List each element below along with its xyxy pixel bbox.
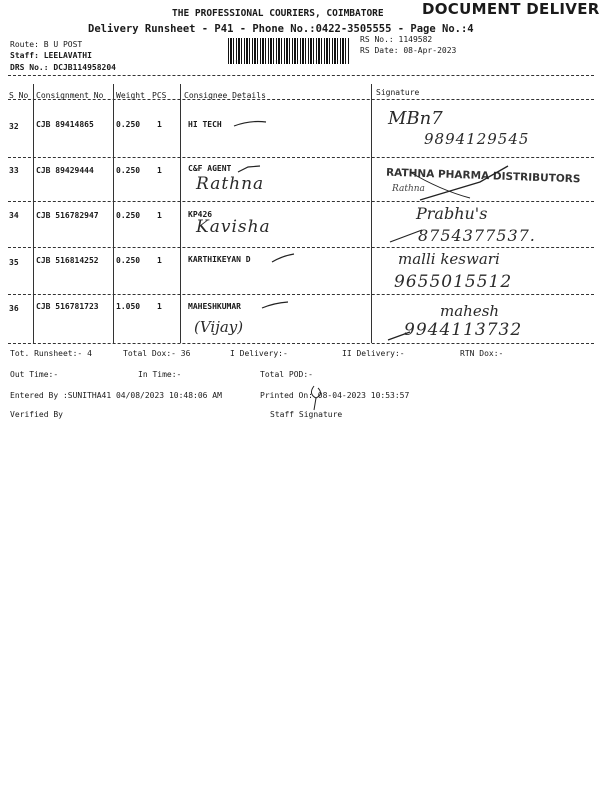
table-row-pcs: 1 xyxy=(157,302,162,311)
column-header-consignment: Consignment No xyxy=(36,91,104,100)
divider xyxy=(8,343,594,344)
total-pod: Total POD:- xyxy=(260,370,313,379)
verified-by: Verified By xyxy=(10,410,63,419)
column-header-consignee: Consignee Details xyxy=(184,91,266,100)
signature-stroke-icon xyxy=(306,384,328,412)
signature-stroke-icon xyxy=(380,160,530,210)
barcode xyxy=(228,38,350,64)
column-separator xyxy=(180,84,181,343)
rs-date: RS Date: 08-Apr-2023 xyxy=(360,46,457,55)
rs-number: RS No.: 1149582 xyxy=(360,35,433,44)
table-row-consignment: CJB 89414865 xyxy=(36,120,94,129)
table-row-pcs: 1 xyxy=(157,166,162,175)
i-delivery: I Delivery:- xyxy=(230,349,288,358)
table-row-pcs: 1 xyxy=(157,211,162,220)
column-separator xyxy=(113,84,114,343)
out-time: Out Time:- xyxy=(10,370,59,379)
table-row-weight: 0.250 xyxy=(116,120,141,129)
divider xyxy=(8,157,594,158)
table-row-consignee: KP426 xyxy=(188,210,213,219)
table-row-consignment: CJB 89429444 xyxy=(36,166,94,175)
table-row-pcs: 1 xyxy=(157,256,162,265)
handwritten-name: Rathna xyxy=(196,174,265,194)
tick-mark-icon xyxy=(260,300,290,310)
printed-on: Printed On: 08-04-2023 10:53:57 xyxy=(260,391,410,400)
staff-signature: Staff Signature xyxy=(270,410,343,419)
handwritten-phone: 9655015512 xyxy=(394,272,513,292)
table-row-consignee: C&F AGENT xyxy=(188,164,232,173)
divider xyxy=(8,294,594,295)
table-row-consignee: HI TECH xyxy=(188,120,222,129)
divider xyxy=(8,75,594,76)
signature-stroke-icon xyxy=(384,328,414,344)
handwritten-signature: MBn7 xyxy=(388,108,443,129)
table-row-weight: 0.250 xyxy=(116,211,141,220)
tick-mark-icon xyxy=(236,164,262,174)
table-row-pcs: 1 xyxy=(157,120,162,129)
table-row-sno: 33 xyxy=(9,166,19,175)
ii-delivery: II Delivery:- xyxy=(342,349,405,358)
column-separator xyxy=(33,84,34,343)
table-row-sno: 34 xyxy=(9,211,19,220)
table-row-consignment: CJB 516814252 xyxy=(36,256,99,265)
in-time: In Time:- xyxy=(138,370,182,379)
column-header-pcs: PCS xyxy=(152,91,167,100)
handwritten-phone: 9944113732 xyxy=(404,320,523,340)
table-row-sno: 36 xyxy=(9,304,19,313)
company-stamp: RATHNA PHARMA DISTRIBUTORS xyxy=(385,166,581,186)
drs-number: DRS No.: DCJB114958204 xyxy=(10,63,116,72)
table-row-weight: 0.250 xyxy=(116,166,141,175)
company-name: THE PROFESSIONAL COURIERS, COIMBATORE xyxy=(172,8,384,19)
staff-label: Staff: LEELAVATHI xyxy=(10,51,92,60)
table-row-weight: 0.250 xyxy=(116,256,141,265)
table-row-consignee: KARTHIKEYAN D xyxy=(188,255,251,264)
tick-mark-icon xyxy=(270,252,296,264)
total-dox: Total Dox:- 36 xyxy=(123,349,191,358)
column-header-weight: Weight xyxy=(116,91,145,100)
handwritten-signature: mahesh xyxy=(440,302,500,320)
signature-stroke-icon xyxy=(386,228,426,246)
table-row-weight: 1.050 xyxy=(116,302,141,311)
table-row-sno: 35 xyxy=(9,258,19,267)
rtn-dox: RTN Dox:- xyxy=(460,349,504,358)
table-row-sno: 32 xyxy=(9,122,19,131)
tick-mark-icon xyxy=(232,118,268,128)
total-runsheet: Tot. Runsheet:- 4 xyxy=(10,349,92,358)
table-row-consignee: MAHESHKUMAR xyxy=(188,302,241,311)
handwritten-name: (Vijay) xyxy=(194,318,244,336)
table-row-consignment: CJB 516781723 xyxy=(36,302,99,311)
handwritten-phone: 9894129545 xyxy=(424,130,530,148)
handwritten-signature: malli keswari xyxy=(398,250,500,268)
runsheet-title: Delivery Runsheet - P41 - Phone No.:0422-3505555 - Page No.:4 xyxy=(88,23,474,35)
column-header-signature: Signature xyxy=(376,88,420,97)
divider xyxy=(8,247,594,248)
handwritten-signature: Prabhu's xyxy=(416,204,488,223)
handwritten-name: Kavisha xyxy=(196,217,271,237)
entered-by: Entered By :SUNITHA41 04/08/2023 10:48:06 AM xyxy=(10,391,222,400)
handwritten-phone: 8754377537. xyxy=(418,226,536,245)
stamp-signature: Rathna xyxy=(392,184,425,194)
document-delivery-banner: DOCUMENT DELIVER xyxy=(422,0,600,18)
route-label: Route: B U POST xyxy=(10,40,83,49)
column-header-sno: S No xyxy=(9,91,29,100)
column-separator xyxy=(371,84,372,343)
table-row-consignment: CJB 516782947 xyxy=(36,211,99,220)
